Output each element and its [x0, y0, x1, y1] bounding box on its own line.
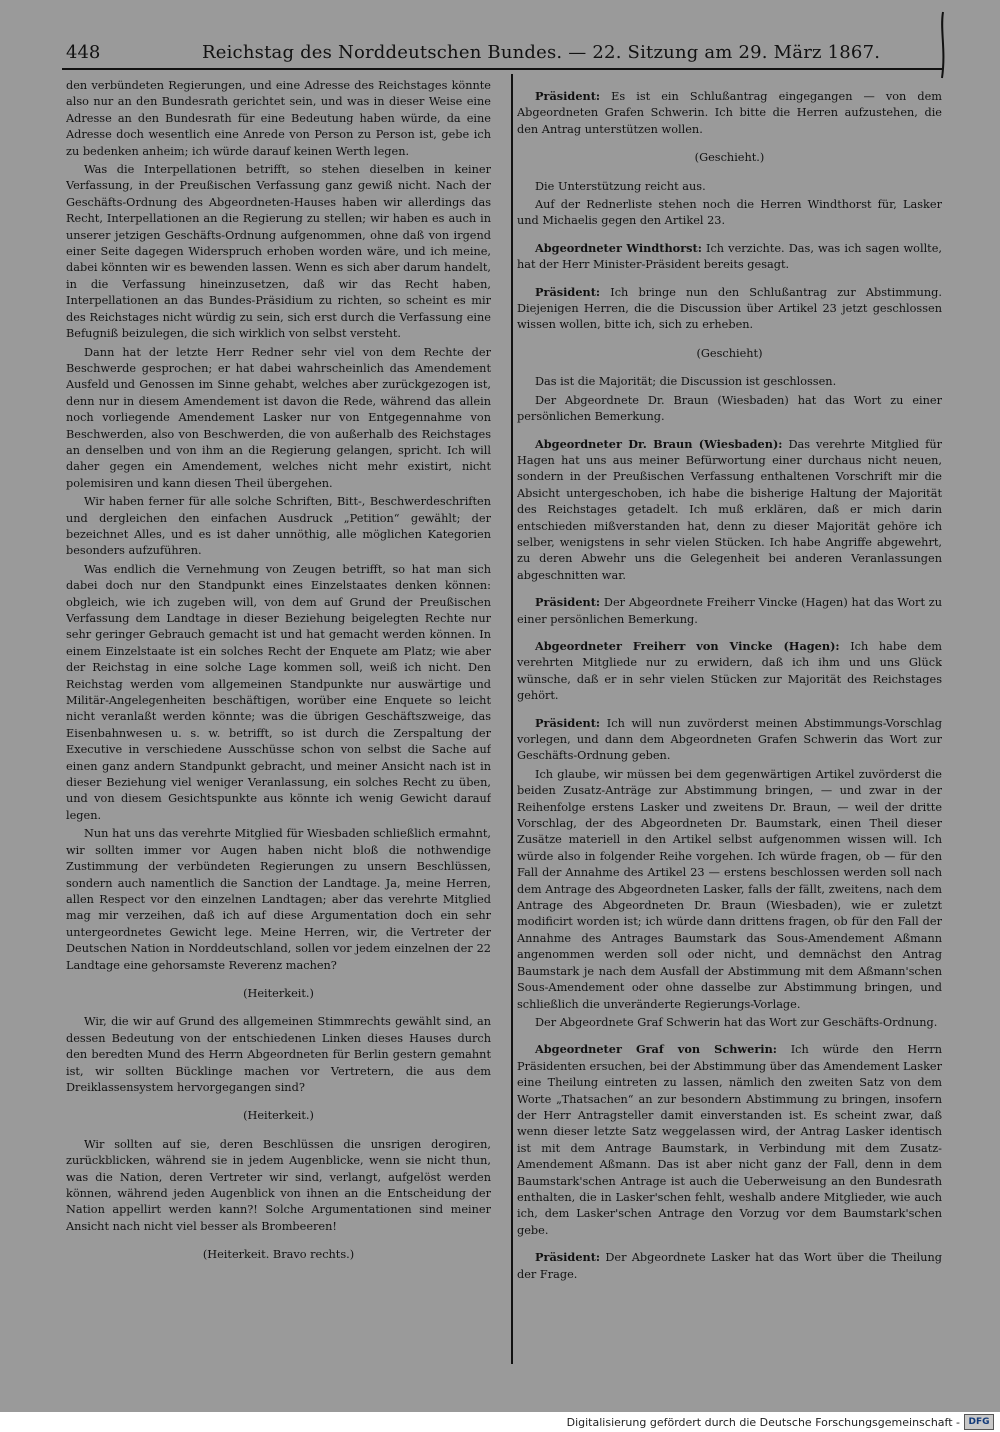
page-header	[62, 34, 942, 70]
speech-paragraph: Wir sollten auf sie, deren Beschlüssen die unsrigen derogiren, zurückblicken, während sie in jedem Augenblicke, wenn sie nicht thun, was die Nation, deren Vertreter wir sind, verlangt, aufgelöst werden können, während jeden Augenblick von ihnen an die Entscheidung der Nation appellirt werden kann?! Solche Argumentationen sind meiner Ansicht nach nicht viel besser als Brombeeren!	[66, 1137, 491, 1233]
page-number: 448	[66, 42, 101, 63]
speech-text: Auf der Rednerliste stehen noch die Herren Windthorst für, Lasker und Michaelis gegen den Artikel 23.	[517, 198, 942, 228]
stage-direction: (Heiterkeit.)	[243, 1109, 314, 1123]
digitization-credit: Digitalisierung gefördert durch die Deutsche Forschungsgemeinschaft -	[566, 1416, 960, 1429]
speech-paragraph: Was die Interpellationen betrifft, so stehen dieselben in keiner Verfassung, in der Preußischen Verfassung ganz gewiß nicht. Nach der Geschäfts-Ordnung des Abgeordneten-Hauses haben wir allerdings das Recht, Interpellationen an die Regierung zu stellen; wir haben es auch in unserer jetzigen Geschäfts-Ordnung aufgenommen, ohne daß von irgend einer Seite dagegen Widerspruch erhoben worden wäre, und ich meine, dabei könnten wir es bewenden lassen. Wenn es sich aber darum handelt, in die Verfassung hineinzusetzen, daß wir das Recht haben, Interpellationen an das Bundes-Präsidium zu richten, so scheint es mir des Reichstages nicht würdig zu sein, sich erst durch die Verfassung eine Befugniß beizulegen, die sich wirklich von selbst versteht.	[66, 163, 491, 341]
speech-paragraph: Nun hat uns das verehrte Mitglied für Wiesbaden schließlich ermahnt, wir sollten immer vor Augen haben nicht bloß die nothwendige Zustimmung der verbündeten Regierungen zu unsern Beschlüssen, sondern auch namentlich die Sanction der Landtage. Ja, meine Herren, allen Respect vor den einzelnen Landtagen; aber das verehrte Mitglied mag mir verzeihen, daß ich auf diese Argumentation doch ein sehr untergeordnetes Gewicht lege. Meine Herren, wir, die Vertreter der Deutschen Nation in Norddeutschland, sollen vor jedem einzelnen der 22 Landtage eine gehorsamste Reverenz machen?	[66, 827, 491, 972]
speech-text: Der Abgeordnete Freiherr Vincke (Hagen) hat das Wort zu einer persönlichen Bemerkung.	[517, 596, 942, 626]
speech-paragraph: Dann hat der letzte Herr Redner sehr viel von dem Rechte der Beschwerde gesprochen; er hat dabei wahrscheinlich das Amendement Ausfeld und Genossen im Sinne gehabt, welches aber zurückgezogen ist, denn nur in diesem Amendement ist davon die Rede, während das allein noch vorliegende Amendement Lasker nur von Entgegennahme von Beschwerden, also von Beschwerden, die von außerhalb des Reichstages an denselben und von ihm an die Regierung gelangen, spricht. Ich will daher gegen ein Amendement, welches nicht mehr existirt, nicht polemisiren und kann diesen Theil übergehen.	[66, 345, 491, 490]
speaker-name: Abgeordneter Windthorst:	[535, 240, 702, 255]
speaker-paragraph	[517, 240, 942, 274]
speaker-name: Präsident:	[535, 89, 601, 103]
speaker-paragraph	[517, 594, 942, 628]
right-column	[517, 78, 942, 1378]
speech-text: Das ist die Majorität; die Discussion ist geschlossen.	[535, 375, 837, 389]
speaker-paragraph	[517, 436, 942, 585]
stage-direction: (Geschieht)	[696, 346, 763, 360]
speech-paragraph: Wir, die wir auf Grund des allgemeinen Stimmrechts gewählt sind, an dessen Bedeutung von der entschiedenen Linken dieses Hauses durch den beredten Mund des Herrn Abgeordneten für Berlin gestern gemahnt ist, wir sollten Bücklinge machen vor Vertretern, die aus dem Dreiklassensystem hervorgegangen sind?	[66, 1015, 491, 1094]
speech-paragraph: Wir haben ferner für alle solche Schriften, Bitt-, Beschwerdeschriften und dergleichen den einfachen Ausdruck „Petition“ gewählt; der bezeichnet Alles, und es ist daher unnöthig, alle möglichen Kategorien besonders aufzuführen.	[66, 495, 491, 558]
speech-text: Ich würde den Herrn Präsidenten ersuchen, bei der Abstimmung über das Amendement Lasker eine Theilung eintreten zu lassen, nämlich den zweiten Satz von dem Worte „Thatsachen“ an zur besondern Abstimmung zu bringen, insofern der Herr Antragsteller damit einverstanden ist. Es scheint zwar, daß wenn dieser letzte Satz weggelassen wird, der Antrag Lasker identisch ist mit dem Antrage Baumstark, in Verbindung mit dem Zusatz-Amendement Aßmann. Das ist aber nicht ganz der Fall, denn in dem Baumstark'schen Antrage ist auch die Ueberweisung an den Bundesrath enthalten, die in Lasker'schen fehlt, weshalb andere Mitglieder, wie auch ich, dem Lasker'schen Antrage den Vorzug vor dem Baumstark'schen gebe.	[517, 1043, 942, 1237]
speech-text: Ich will nun zuvörderst meinen Abstimmungs-Vorschlag vorlegen, und dann dem Abgeordneten Grafen Schwerin das Wort zur Geschäfts-Ordnung geben.	[517, 716, 942, 763]
speech-paragraph	[517, 1015, 942, 1031]
speech-text: Ich habe dem verehrten Mitgliede nur zu erwidern, daß ich ihm und uns Glück wünsche, daß er in sehr vielen Stücken zur Majorität des Reichstages gehört.	[517, 639, 942, 703]
speaker-paragraph	[517, 88, 942, 138]
speech-paragraph	[517, 767, 942, 1013]
speech-paragraph: Was endlich die Vernehmung von Zeugen betrifft, so hat man sich dabei doch nur den Standpunkt eines Einzelstaates denken können: obgleich, wie ich zugeben will, von dem auf Grund der Preußischen Verfassung dem Landtage in dieser Beziehung beigelegten Rechte nur sehr geringer Gebrauch gemacht ist und hat gemacht werden können. In einem Einzelstaate ist ein solches Recht der Enquete am Platz; wie aber der Reichstag in eine solche Lage kommen soll, weiß ich nicht. Den Reichstag werden vom allgemeinen Standpunkte nur auswärtige und Militär-Angelegenheiten beschäftigen, worüber eine Enquete so leicht nicht veranlaßt werden könnte; was die übrigen Geschäftszweige, das Eisenbahnwesen u. s. w. betrifft, so ist durch die Zerspaltung der Executive in verschiedene Ausschüsse schon von selbst die Sache auf einen ganz andern Standpunkt gebracht, und meiner Ansicht nach ist in dieser Beziehung viel weniger Veranlassung, ein solches Recht zu üben, und von diesem Gesichtspunkte aus könnte ich wenig Gewicht darauf legen.	[66, 562, 491, 822]
speaker-paragraph	[517, 638, 942, 705]
page-edge-mark	[936, 10, 950, 80]
speaker-paragraph	[517, 284, 942, 334]
speech-text: Der Abgeordnete Lasker hat das Wort über die Theilung der Frage.	[517, 1251, 942, 1281]
stage-direction: (Geschieht.)	[694, 151, 765, 165]
speech-paragraph	[517, 197, 942, 230]
speech-paragraph	[517, 393, 942, 426]
speaker-paragraph	[517, 1249, 942, 1283]
speech-paragraph	[517, 179, 942, 195]
speech-text: Der Abgeordnete Graf Schwerin hat das Wort zur Geschäfts-Ordnung.	[535, 1015, 938, 1029]
dfg-logo: DFG	[964, 1414, 994, 1430]
stage-direction: (Heiterkeit.)	[243, 986, 314, 1000]
speaker-name: Abgeordneter Graf von Schwerin:	[535, 1042, 777, 1057]
speech-paragraph: den verbündeten Regierungen, und eine Adresse des Reichstages könnte also nur an den Bundesrath gerichtet sein, und was in dieser Weise eine Adresse an den Bundesrath für eine Bedeutung haben würde, da eine Adresse doch wesentlich eine Anrede von Person zu Person ist, gebe ich zu bedenken anheim; ich würde darauf keinen Werth legen.	[66, 79, 491, 158]
speaker-paragraph	[517, 1041, 942, 1239]
speaker-name: Präsident:	[535, 715, 601, 730]
speaker-name: Präsident:	[535, 284, 601, 299]
speech-text: Ich bringe nun den Schlußantrag zur Abstimmung. Diejenigen Herren, die die Discussion über Artikel 23 jetzt geschlossen wissen wollen, bitte ich, sich zu erheben.	[517, 285, 942, 332]
speaker-name: Präsident:	[535, 1250, 601, 1265]
speech-text: Das verehrte Mitglied für Hagen hat uns aus meiner Befürwortung einer durchaus nicht neuen, sondern in der Preußischen Verfassung enthaltenen Vorschrift mir die Absicht untergeschoben, ich habe die bisherige Haltung der Majorität des Reichstages getadelt. Ich muß erklären, daß er mich darin entschieden mißverstanden hat, denn zu dieser Majorität gehöre ich selber, wenigstens in sehr vielen Stücken. Ich habe Angriffe abgewehrt, zu deren Abwehr uns die Gelegenheit bei anderen Veranlassungen abgeschnitten war.	[517, 437, 942, 582]
speaker-name: Präsident:	[535, 595, 601, 610]
speech-text: Es ist ein Schlußantrag eingegangen — von dem Abgeordneten Grafen Schwerin. Ich bitte die Herren aufzustehen, die den Antrag unterstützen wollen.	[517, 90, 942, 136]
speech-text: Die Unterstützung reicht aus.	[535, 179, 706, 193]
stage-direction: (Heiterkeit. Bravo rechts.)	[202, 1248, 355, 1262]
speaker-paragraph	[517, 715, 942, 765]
column-divider	[511, 74, 513, 1364]
speech-text: Ich glaube, wir müssen bei dem gegenwärtigen Artikel zuvörderst die beiden Zusatz-Anträge zur Abstimmung bringen, — und zwar in der Reihenfolge erstens Lasker und zweitens Dr. Braun, — weil der dritte Vorschlag, der des Abgeordneten Dr. Baumstark, einen Theil dieser Zusätze materiell in den Artikel selbst aufgenommen wissen will. Ich würde also in folgender Reihe vorgehen. Ich würde fragen, ob — für den Fall der Annahme des Artikel 23 — erstens beschlossen werden soll nach dem Antrage des Abgeordneten Lasker, falls der fällt, zweitens, nach dem Antrage des Abgeordneten Dr. Braun (Wiesbaden), wie er zuletzt modificirt worden ist; ich würde dann drittens fragen, ob für den Fall der Annahme des Antrages Baumstark das Sous-Amendement Aßmann angenommen werden soll oder nicht, und demnächst den Antrag Baumstark je nach dem Ausfall der Abstimmung mit dem Aßmann'schen Sous-Amendement oder ohne dasselbe zur Abstimmung bringen, und schließlich die unveränderte Regierungs-Vorlage.	[517, 767, 942, 1011]
speech-text: Der Abgeordnete Dr. Braun (Wiesbaden) hat das Wort zu einer persönlichen Bemerkung.	[517, 393, 942, 424]
speech-text: Ich verzichte. Das, was ich sagen wollte, hat der Herr Minister-Präsident bereits gesagt.	[517, 241, 942, 272]
speaker-name: Abgeordneter Freiherr von Vincke (Hagen):	[535, 638, 840, 653]
speech-paragraph	[517, 374, 942, 390]
left-column	[66, 78, 491, 1378]
speaker-name: Abgeordneter Dr. Braun (Wiesbaden):	[535, 436, 783, 451]
running-title: Reichstag des Norddeutschen Bundes. — 22. Sitzung am 29. März 1867.	[202, 42, 881, 63]
